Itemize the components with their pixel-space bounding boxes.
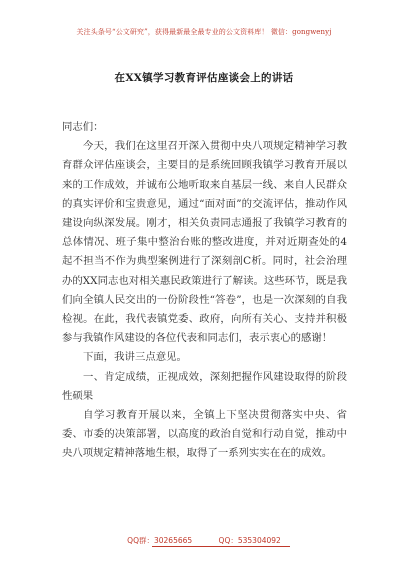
page-title: 在XX镇学习教育评估座谈会上的讲话	[114, 72, 294, 84]
footer-underline	[152, 546, 290, 547]
header-note: 关注头条号“公文研究”，获得最新最全最专业的公文资料库！ 微信：gongwenyj	[76, 28, 332, 36]
salutation: 同志们：	[62, 121, 104, 133]
body-paragraph: 自学习教育开展以来，全镇上下坚决贯彻落实中央、省委、市委的决策部署，以高度的政治自觉和行动自觉，推动中央八项规定精神落地生根，取得了一系列实实在在的成效。	[62, 409, 347, 460]
section-heading: 一、肯定成绩，正视成效，深刻把握作风建设取得的阶段性硕果	[62, 370, 347, 402]
qq-number-label: QQ：535304092	[218, 536, 281, 545]
body-paragraph: 下面，我讲三点意见。	[83, 351, 187, 364]
body-paragraph: 今天，我们在这里召开深入贯彻中央八项规定精神学习教育群众评估座谈会，主要目的是系统回顾我镇学习教育开展以来的工作成效，并诚布公地听取来自基层一线、来自人民群众的真实评价和宝贵意见，通过“面对面”的交流评估，推动作风建设向纵深发展。刚才，相关负责同志通报了我镇学习教育的总体情况、班子集中整治台账的整改进度，并对近期查处的4起不担当不作为典型案例进行了深刻剖C析。同时，社会治理办的XX同志也对相关惠民政策进行了解读。这些环节，既是我们向全镇人民交出的一份阶段性“答卷”，也是一次深刻的自我检视。在此，我代表镇党委、政府，向所有关心、支持并积极参与我镇作风建设的各位代表和同志们，表示衷心的感谢！	[62, 140, 347, 345]
footer-contact	[0, 535, 408, 546]
document-body	[62, 118, 347, 464]
qq-group-label: QQ群：30265665	[127, 536, 193, 545]
